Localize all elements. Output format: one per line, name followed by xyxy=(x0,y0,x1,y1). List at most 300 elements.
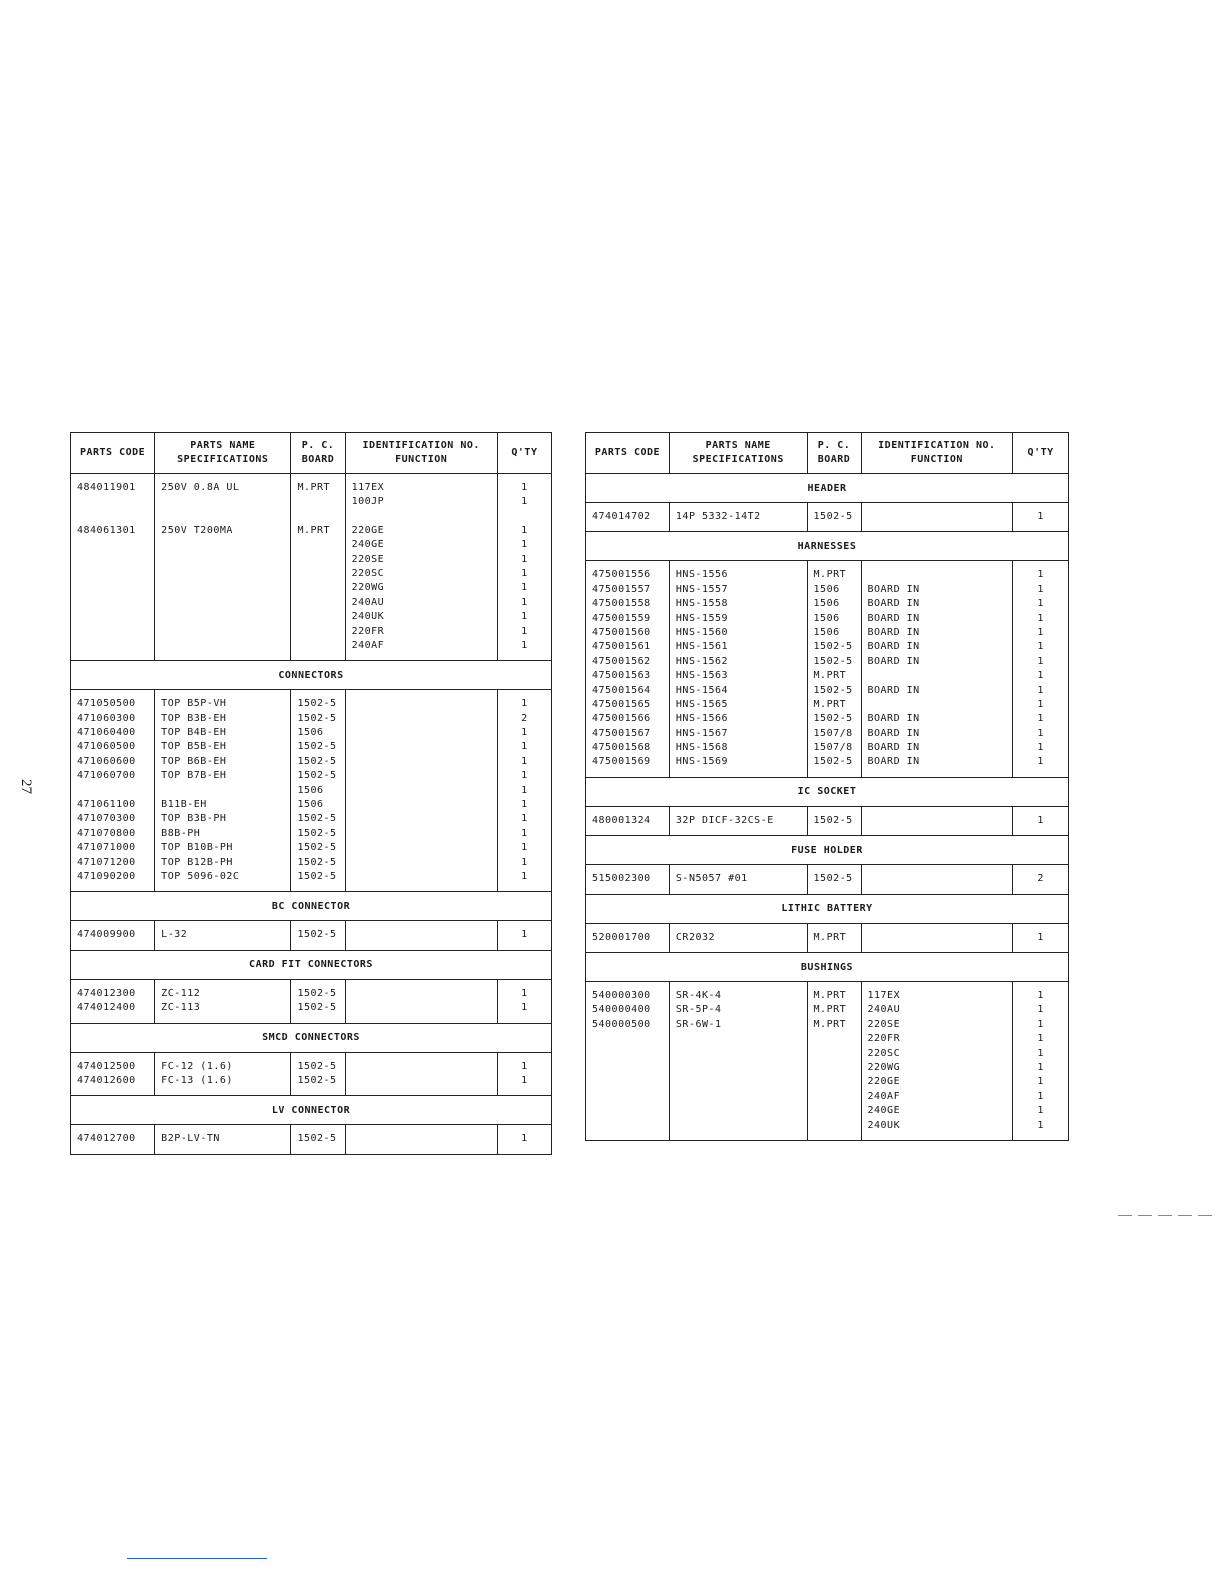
section-header-row xyxy=(586,953,1069,982)
cell-line: 1 xyxy=(1037,990,1044,1002)
cell-line: 1502-5 xyxy=(813,655,853,667)
cell-line: TOP B10B-PH xyxy=(161,842,233,854)
section-title: LV CONNECTOR xyxy=(71,1096,552,1125)
cell-line: 1 xyxy=(521,625,528,637)
cell-line: 1 xyxy=(521,539,528,551)
cell-line: HNS-1561 xyxy=(675,641,729,653)
cell-line: 250V T200MA xyxy=(161,524,233,536)
cell-line: TOP B5B-EH xyxy=(161,741,227,753)
header-qty: Q'TY xyxy=(497,433,551,474)
identification-cell xyxy=(861,982,1013,1141)
parts-code-cell xyxy=(586,923,670,952)
header-row xyxy=(71,433,552,474)
cell-line: TOP B3B-EH xyxy=(161,712,227,724)
cell-line: 220FR xyxy=(351,625,385,637)
footer-rule xyxy=(127,1558,267,1559)
cell-line: CR2032 xyxy=(675,931,716,943)
cell-line: BOARD IN xyxy=(867,756,920,768)
section-header-row xyxy=(586,532,1069,561)
cell-line: 1 xyxy=(1037,1018,1044,1030)
cell-line: 471060400 xyxy=(77,727,136,739)
section-title: HEADER xyxy=(586,474,1069,503)
cell-line: 1506 xyxy=(813,612,840,624)
parts-name-cell xyxy=(669,865,807,894)
cell-line: 1502-5 xyxy=(813,684,853,696)
qty-cell xyxy=(497,517,551,661)
cell-line: 1502-5 xyxy=(813,713,853,725)
cell-line: 475001568 xyxy=(592,742,651,754)
parts-name-cell xyxy=(155,921,291,950)
cell-line: 1502-5 xyxy=(813,814,853,826)
section-header-row xyxy=(586,777,1069,806)
identification-cell xyxy=(345,690,497,892)
cell-line: 540000400 xyxy=(592,1004,651,1016)
header-identification: IDENTIFICATION NO. FUNCTION xyxy=(345,433,497,474)
cell-line: 471050500 xyxy=(77,698,136,710)
cell-line: 515002300 xyxy=(592,873,651,885)
cell-line: 1502-5 xyxy=(297,842,337,854)
cell-line: 1 xyxy=(1037,583,1044,595)
cell-line: SR-6W-1 xyxy=(675,1018,722,1030)
cell-line: 475001557 xyxy=(592,583,651,595)
cell-line: 474012300 xyxy=(77,987,136,999)
cell-line: 100JP xyxy=(351,496,385,508)
section-title: CONNECTORS xyxy=(71,661,552,690)
cell-line: 1 xyxy=(1037,931,1044,943)
cell-line: M.PRT xyxy=(813,931,847,943)
cell-line: 14P 5332-14T2 xyxy=(675,511,761,522)
cell-line: 1502-5 xyxy=(297,1074,337,1086)
parts-group-row xyxy=(71,474,552,517)
qty-cell xyxy=(497,921,551,950)
cell-line: 1 xyxy=(521,856,528,868)
cell-line: BOARD IN xyxy=(867,583,920,595)
cell-line: 520001700 xyxy=(592,931,651,943)
cell-line: 1 xyxy=(1037,698,1044,710)
identification-cell xyxy=(861,503,1013,532)
pc-board-cell xyxy=(807,503,861,532)
cell-line: 1502-5 xyxy=(813,511,853,522)
cell-line: 1 xyxy=(1037,511,1044,522)
cell-line: TOP B4B-EH xyxy=(161,727,227,739)
cell-line: BOARD IN xyxy=(867,684,920,696)
cell-line: 220GE xyxy=(351,524,385,536)
cell-line: 1 xyxy=(521,524,528,536)
pc-board-cell xyxy=(807,806,861,835)
parts-name-cell xyxy=(669,982,807,1141)
cell-line xyxy=(77,784,148,798)
cell-line: 471061100 xyxy=(77,799,136,811)
cell-line: 1 xyxy=(1037,655,1044,667)
cell-line: 1506 xyxy=(297,799,324,811)
parts-name-cell xyxy=(669,806,807,835)
cell-line: 471060300 xyxy=(77,712,136,724)
cell-line: 1 xyxy=(521,929,528,941)
page-number: 27 xyxy=(18,779,34,794)
cell-line: 474012400 xyxy=(77,1002,136,1014)
cell-line: HNS-1567 xyxy=(675,727,729,739)
cell-line: B11B-EH xyxy=(161,799,207,811)
cell-line xyxy=(868,698,1007,712)
cell-line: 471070800 xyxy=(77,827,136,839)
cell-line: 475001563 xyxy=(592,670,651,682)
cell-line: 474012500 xyxy=(77,1060,136,1072)
cell-line: 1 xyxy=(1037,1061,1044,1073)
cell-line: 1502-5 xyxy=(297,1133,337,1145)
cell-line: TOP 5096-02C xyxy=(161,870,240,882)
header-parts-name: PARTS NAME SPECIFICATIONS xyxy=(669,433,807,474)
cell-line: 475001566 xyxy=(592,713,651,725)
cell-line: 474012600 xyxy=(77,1074,136,1086)
cell-line: HNS-1564 xyxy=(675,684,729,696)
edge-marks xyxy=(1118,1215,1218,1216)
cell-line: 1506 xyxy=(813,598,840,610)
section-title: CARD FIT CONNECTORS xyxy=(71,950,552,979)
cell-line: M.PRT xyxy=(813,1018,847,1030)
cell-line: 1502-5 xyxy=(297,827,337,839)
cell-line: 220SE xyxy=(867,1018,901,1030)
cell-line: 240UK xyxy=(867,1119,901,1131)
cell-line: 1502-5 xyxy=(297,1002,337,1014)
cell-line: 1 xyxy=(521,813,528,825)
pc-board-cell xyxy=(291,474,345,517)
cell-line: 220SC xyxy=(867,1047,901,1059)
identification-cell xyxy=(861,806,1013,835)
cell-line: 1 xyxy=(1037,713,1044,725)
cell-line: HNS-1559 xyxy=(675,612,729,624)
cell-line: BOARD IN xyxy=(867,713,920,725)
cell-line: 1 xyxy=(521,582,528,594)
parts-name-cell xyxy=(669,561,807,777)
section-title: FUSE HOLDER xyxy=(586,836,1069,865)
cell-line: 540000500 xyxy=(592,1018,651,1030)
cell-line: 471071200 xyxy=(77,856,136,868)
cell-line: 1 xyxy=(1037,641,1044,653)
cell-line: BOARD IN xyxy=(867,626,920,638)
parts-group-row xyxy=(71,979,552,1023)
parts-group-row xyxy=(586,982,1069,1141)
cell-line: TOP B5P-VH xyxy=(161,698,227,710)
cell-line: HNS-1569 xyxy=(675,756,729,768)
cell-line: HNS-1557 xyxy=(675,583,729,595)
cell-line: HNS-1556 xyxy=(675,569,729,581)
cell-line: 240GE xyxy=(351,539,385,551)
cell-line: 1 xyxy=(1037,1090,1044,1102)
pc-board-cell xyxy=(807,923,861,952)
cell-line: 1 xyxy=(521,741,528,753)
identification-cell xyxy=(861,561,1013,777)
header-qty: Q'TY xyxy=(1013,433,1069,474)
cell-line: BOARD IN xyxy=(867,641,920,653)
parts-name-cell xyxy=(669,923,807,952)
cell-line: 1502-5 xyxy=(297,813,337,825)
cell-line: 1506 xyxy=(297,784,324,796)
cell-line: HNS-1558 xyxy=(675,598,729,610)
parts-code-cell xyxy=(71,690,155,892)
parts-group-row xyxy=(71,690,552,892)
parts-code-cell xyxy=(71,474,155,517)
cell-line: 471071000 xyxy=(77,842,136,854)
cell-line: 1502-5 xyxy=(297,856,337,868)
cell-line: 1 xyxy=(521,842,528,854)
cell-line: TOP B6B-EH xyxy=(161,755,227,767)
section-header-row xyxy=(71,950,552,979)
cell-line: TOP B3B-PH xyxy=(161,813,227,825)
header-parts-code: PARTS CODE xyxy=(586,433,670,474)
cell-line: 1 xyxy=(521,799,528,811)
cell-line: 117EX xyxy=(867,990,901,1002)
cell-line: BOARD IN xyxy=(867,598,920,610)
cell-line: BOARD IN xyxy=(867,727,920,739)
cell-line: S-N5057 #01 xyxy=(675,873,748,885)
cell-line: 1506 xyxy=(813,626,840,638)
cell-line: 1 xyxy=(521,987,528,999)
cell-line: 1 xyxy=(1037,742,1044,754)
parts-code-cell xyxy=(586,806,670,835)
cell-line: SR-5P-4 xyxy=(675,1004,722,1016)
cell-line: BOARD IN xyxy=(867,655,920,667)
cell-line: ZC-112 xyxy=(161,987,201,999)
cell-line: B8B-PH xyxy=(161,827,201,839)
qty-cell xyxy=(1013,923,1069,952)
cell-line: M.PRT xyxy=(813,698,847,710)
cell-line: L-32 xyxy=(161,929,188,941)
cell-line: 1 xyxy=(1037,684,1044,696)
cell-line: 1 xyxy=(1037,598,1044,610)
parts-code-cell xyxy=(71,921,155,950)
cell-line xyxy=(868,568,1007,582)
parts-code-cell xyxy=(586,561,670,777)
cell-line: HNS-1562 xyxy=(675,655,729,667)
section-header-row xyxy=(586,894,1069,923)
cell-line: 220SC xyxy=(351,567,385,579)
parts-code-cell xyxy=(586,503,670,532)
cell-line: 1507/8 xyxy=(813,742,853,754)
section-title: LITHIC BATTERY xyxy=(586,894,1069,923)
parts-code-cell xyxy=(71,1052,155,1096)
header-identification: IDENTIFICATION NO. FUNCTION xyxy=(861,433,1013,474)
cell-line: M.PRT xyxy=(813,569,847,581)
cell-line: 475001564 xyxy=(592,684,651,696)
cell-line: 2 xyxy=(521,712,528,724)
header-parts-code: PARTS CODE xyxy=(71,433,155,474)
cell-line: 1 xyxy=(521,698,528,710)
qty-cell xyxy=(497,690,551,892)
parts-name-cell xyxy=(155,979,291,1023)
parts-group-row xyxy=(71,1052,552,1096)
cell-line: HNS-1563 xyxy=(675,670,729,682)
cell-line: 32P DICF-32CS-E xyxy=(675,814,774,826)
cell-line: M.PRT xyxy=(297,524,331,536)
parts-name-cell xyxy=(669,503,807,532)
parts-table-left xyxy=(70,432,552,1155)
section-title: HARNESSES xyxy=(586,532,1069,561)
qty-cell xyxy=(1013,503,1069,532)
cell-line: 240GE xyxy=(867,1105,901,1117)
cell-line: BOARD IN xyxy=(867,612,920,624)
cell-line: 471060700 xyxy=(77,770,136,782)
qty-cell xyxy=(1013,982,1069,1141)
cell-line: 220SE xyxy=(351,553,385,565)
identification-cell xyxy=(345,1125,497,1154)
cell-line: 1502-5 xyxy=(297,741,337,753)
cell-line: 1 xyxy=(521,770,528,782)
identification-cell xyxy=(345,517,497,661)
cell-line: 1502-5 xyxy=(813,641,853,653)
header-parts-name: PARTS NAME SPECIFICATIONS xyxy=(155,433,291,474)
cell-line: 475001562 xyxy=(592,655,651,667)
cell-line: 475001556 xyxy=(592,569,651,581)
cell-line: 250V 0.8A UL xyxy=(161,482,240,493)
cell-line: 240AF xyxy=(351,639,385,651)
cell-line: 1 xyxy=(1037,626,1044,638)
cell-line: 1 xyxy=(1037,1105,1044,1117)
cell-line: 471070300 xyxy=(77,813,136,825)
section-title: BC CONNECTOR xyxy=(71,892,552,921)
cell-line: 1 xyxy=(521,827,528,839)
cell-line: 1 xyxy=(521,727,528,739)
cell-line: 1 xyxy=(1037,612,1044,624)
parts-table-right xyxy=(585,432,1069,1141)
cell-line: 1 xyxy=(1037,727,1044,739)
cell-line: HNS-1568 xyxy=(675,742,729,754)
cell-line: 1502-5 xyxy=(813,756,853,768)
pc-board-cell xyxy=(807,865,861,894)
cell-line: 1 xyxy=(521,596,528,608)
cell-line: 1507/8 xyxy=(813,727,853,739)
parts-code-cell xyxy=(586,982,670,1141)
cell-line: 475001559 xyxy=(592,612,651,624)
cell-line: 1502-5 xyxy=(297,755,337,767)
parts-group-row xyxy=(71,1125,552,1154)
cell-line: FC-12 (1.6) xyxy=(161,1060,233,1072)
cell-line: 1 xyxy=(1037,1119,1044,1131)
qty-cell xyxy=(1013,806,1069,835)
section-title: SMCD CONNECTORS xyxy=(71,1023,552,1052)
pc-board-cell xyxy=(291,1125,345,1154)
cell-line: 1 xyxy=(521,496,528,508)
cell-line: 1506 xyxy=(297,727,324,739)
pc-board-cell xyxy=(807,982,861,1141)
cell-line: 1 xyxy=(521,1060,528,1072)
parts-code-cell xyxy=(71,1125,155,1154)
cell-line: FC-13 (1.6) xyxy=(161,1074,233,1086)
cell-line: 1502-5 xyxy=(297,698,337,710)
cell-line: 1 xyxy=(521,553,528,565)
section-title: IC SOCKET xyxy=(586,777,1069,806)
cell-line: 220FR xyxy=(867,1033,901,1045)
cell-line: 1502-5 xyxy=(297,870,337,882)
cell-line: 471060600 xyxy=(77,755,136,767)
qty-cell xyxy=(497,1052,551,1096)
qty-cell xyxy=(1013,865,1069,894)
cell-line: M.PRT xyxy=(813,1004,847,1016)
parts-group-row xyxy=(586,806,1069,835)
section-header-row xyxy=(71,1023,552,1052)
cell-line: ZC-113 xyxy=(161,1002,201,1014)
cell-line: 1502-5 xyxy=(297,929,337,941)
cell-line: 1 xyxy=(1037,1076,1044,1088)
identification-cell xyxy=(345,921,497,950)
section-header-row xyxy=(71,1096,552,1125)
identification-cell xyxy=(345,1052,497,1096)
cell-line: 474012700 xyxy=(77,1133,136,1145)
cell-line: 1 xyxy=(1037,1033,1044,1045)
cell-line: 474014702 xyxy=(592,511,651,522)
cell-line: 1 xyxy=(521,784,528,796)
cell-line xyxy=(161,784,284,798)
parts-group-row xyxy=(71,517,552,661)
cell-line: HNS-1566 xyxy=(675,713,729,725)
pc-board-cell xyxy=(291,921,345,950)
identification-cell xyxy=(345,979,497,1023)
header-pc-board: P. C. BOARD xyxy=(291,433,345,474)
cell-line: 1 xyxy=(521,870,528,882)
cell-line: 240AU xyxy=(351,596,385,608)
section-header-row xyxy=(586,474,1069,503)
cell-line: 484011901 xyxy=(77,482,136,493)
parts-name-cell xyxy=(155,1125,291,1154)
cell-line: 471060500 xyxy=(77,741,136,753)
parts-group-row xyxy=(586,503,1069,532)
parts-group-row xyxy=(586,865,1069,894)
cell-line: 1 xyxy=(1037,670,1044,682)
parts-name-cell xyxy=(155,1052,291,1096)
cell-line: B2P-LV-TN xyxy=(161,1133,220,1145)
cell-line: 475001558 xyxy=(592,598,651,610)
cell-line: 220WG xyxy=(867,1061,901,1073)
parts-code-cell xyxy=(586,865,670,894)
cell-line: 475001560 xyxy=(592,626,651,638)
parts-code-cell xyxy=(71,517,155,661)
section-header-row xyxy=(586,836,1069,865)
cell-line xyxy=(868,669,1007,683)
qty-cell xyxy=(1013,561,1069,777)
cell-line: M.PRT xyxy=(813,670,847,682)
pc-board-cell xyxy=(807,561,861,777)
cell-line: 475001565 xyxy=(592,698,651,710)
cell-line: 117EX xyxy=(351,482,385,493)
cell-line: 1506 xyxy=(813,583,840,595)
cell-line: 484061301 xyxy=(77,524,136,536)
cell-line: M.PRT xyxy=(813,990,847,1002)
identification-cell xyxy=(861,865,1013,894)
cell-line: M.PRT xyxy=(297,482,331,493)
cell-line: 1502-5 xyxy=(297,1060,337,1072)
cell-line: 1 xyxy=(521,1133,528,1145)
parts-group-row xyxy=(586,923,1069,952)
cell-line: 1502-5 xyxy=(297,987,337,999)
header-row xyxy=(586,433,1069,474)
parts-group-row xyxy=(586,561,1069,777)
pc-board-cell xyxy=(291,1052,345,1096)
cell-line: 1 xyxy=(521,611,528,623)
pc-board-cell xyxy=(291,690,345,892)
cell-line: 471090200 xyxy=(77,870,136,882)
pc-board-cell xyxy=(291,979,345,1023)
cell-line: 1 xyxy=(521,1002,528,1014)
identification-cell xyxy=(861,923,1013,952)
cell-line: 1 xyxy=(521,567,528,579)
cell-line: TOP B12B-PH xyxy=(161,856,233,868)
parts-name-cell xyxy=(155,690,291,892)
cell-line: BOARD IN xyxy=(867,742,920,754)
cell-line: 1502-5 xyxy=(297,712,337,724)
parts-name-cell xyxy=(155,517,291,661)
cell-line: 1 xyxy=(521,1074,528,1086)
cell-line: 220GE xyxy=(867,1076,901,1088)
cell-line: 240UK xyxy=(351,611,385,623)
